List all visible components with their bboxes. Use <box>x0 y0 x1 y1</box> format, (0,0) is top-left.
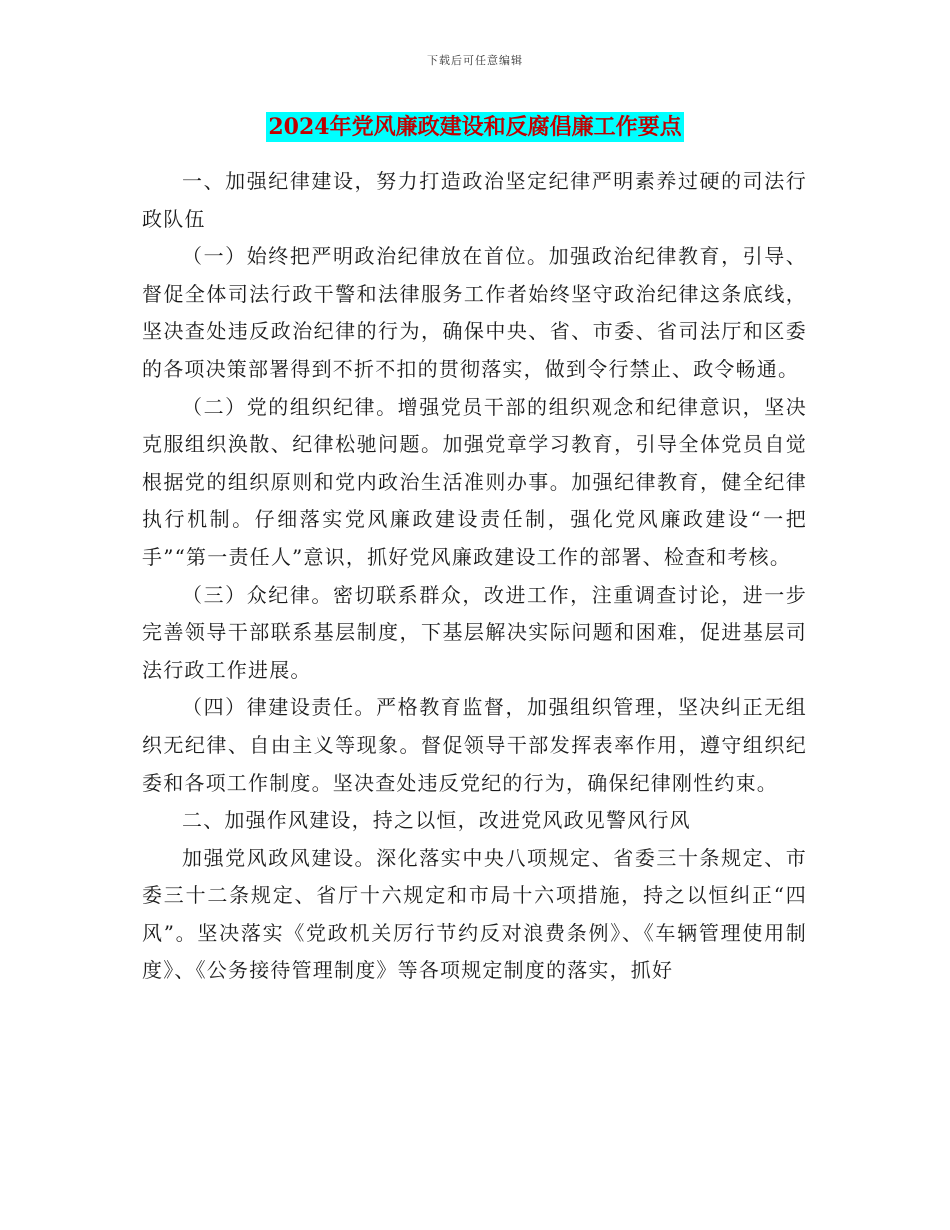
page-header-note: 下载后可任意编辑 <box>427 54 523 67</box>
paragraph-political-discipline: （一）始终把严明政治纪律放在首位。加强政治纪律教育，引导、督促全体司法行政干警和法律服务工作者始终坚守政治纪律这条底线，坚决查处违反政治纪律的行为，确保中央、省、市委、省司法厅和区委的各项决策部署得到不折不扣的贯彻落实，做到令行禁止、政令畅通。 <box>142 244 807 381</box>
document-title-text: 2024年党风廉政建设和反腐倡廉工作要点 <box>268 114 682 140</box>
paragraph-mass-discipline: （三）众纪律。密切联系群众，改进工作，注重调查讨论，进一步完善领导干部联系基层制度，下基层解决实际问题和困难，促进基层司法行政工作进展。 <box>142 582 807 682</box>
document-title <box>0 112 950 142</box>
section-heading-2: 二、加强作风建设，持之以恒，改进党风政见警风行风 <box>182 808 691 833</box>
paragraph-organizational-discipline: （二）党的组织纪律。增强党员干部的组织观念和纪律意识，坚决克服组织涣散、纪律松驰问题。加强党章学习教育，引导全体党员自觉根据党的组织原则和党内政治生活准则办事。加强纪律教育，健全纪律执行机制。仔细落实党风廉政建设责任制，强化党风廉政建设“一把手”“第一责任人”意识，抓好党风廉政建设工作的部署、检查和考核。 <box>142 394 807 569</box>
paragraph-style-building: 加强党风政风建设。深化落实中央八项规定、省委三十条规定、市委三十二条规定、省厅十六规定和市局十六项措施，持之以恒纠正“四风”。坚决落实《党政机关厉行节约反对浪费条例》、《车辆管理使用制度》、《公务接待管理制度》等各项规定制度的落实，抓好 <box>142 845 807 983</box>
paragraph-discipline-responsibility: （四）律建设责任。严格教育监督，加强组织管理，坚决纠正无组织无纪律、自由主义等现象。督促领导干部发挥表率作用，遵守组织纪委和各项工作制度。坚决查处违反党纪的行为，确保纪律刚性约束。 <box>142 695 807 795</box>
section-heading-1: 一、加强纪律建设，努力打造政治坚定纪律严明素养过硬的司法行政队伍 <box>142 169 807 231</box>
document-body <box>142 163 807 990</box>
